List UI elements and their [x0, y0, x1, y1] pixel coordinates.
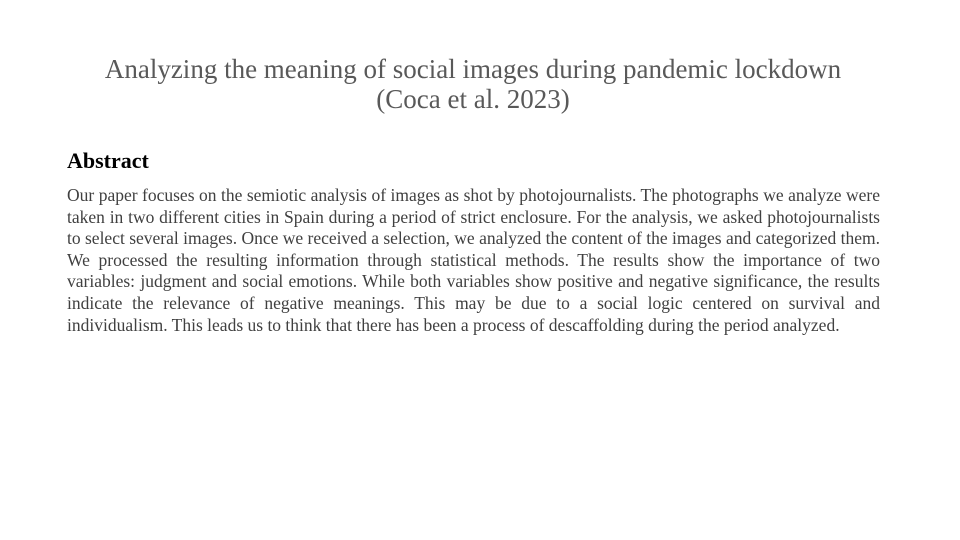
abstract-body: Our paper focuses on the semiotic analysis of images as shot by photojournalists. The photographs we analyze were taken in two different cities in Spain during a period of strict enclosure. For the analysis, we asked photojournalists to select several images. Once we received a selection, we analyzed the content of the images and categorized them. We processed the resulting information through statistical methods. The results show the importance of two variables: judgment and social emotions. While both variables show positive and negative significance, the results indicate the relevance of negative meanings. This may be due to a social logic centered on survival and individualism. This leads us to think that there has been a process of descaffolding during the period analyzed. [67, 185, 880, 335]
abstract-heading: Abstract [67, 148, 149, 173]
slide-title [60, 54, 886, 114]
slide-title-line-2: (Coca et al. 2023) [376, 84, 570, 114]
slide-title-line-1: Analyzing the meaning of social images during pandemic lockdown [104, 54, 842, 84]
